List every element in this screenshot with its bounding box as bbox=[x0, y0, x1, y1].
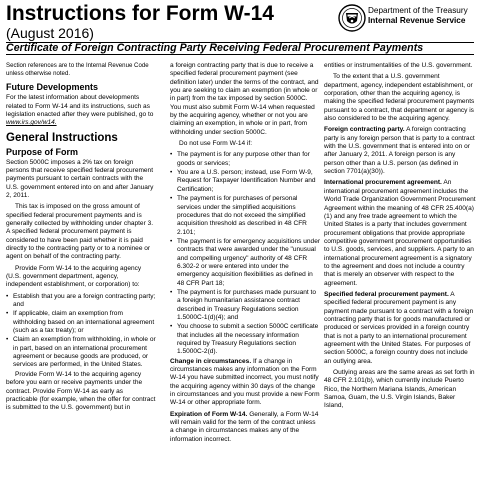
run-in-heading: International procurement agreement. bbox=[324, 179, 442, 187]
column-middle bbox=[170, 62, 320, 447]
change-in-circumstances-paragraph: Change in circumstances. If a change in circumstances makes any information on the Form W-14 you have submitted incorrect, you must notify the acquiring agency within 30 days of the change in circumstances and you must provide a new Form W-14 or other appropriate form. bbox=[170, 357, 320, 407]
body-paragraph: Do not use Form W-14 if: bbox=[179, 140, 253, 148]
column-left bbox=[6, 62, 156, 416]
bullet-item: • You are a U.S. person; instead, use Form W-9, Request for Taxpayer Identification Number and Certification; bbox=[170, 169, 320, 194]
expiration-paragraph: Expiration of Form W-14. Generally, a Form W-14 will remain valid for the term of the contract unless a change in circumstances makes any of the information incorrect. bbox=[170, 410, 319, 443]
purpose-paragraph: Provide Form W-14 to the acquiring agency (U.S. government department, agency, independent establishment, or corporation) to: bbox=[6, 264, 142, 289]
definition-specified-federal-procurement-payment: Specified federal procurement payment. A specified federal procurement payment is any payment made pursuant to a contract with a foreign contracting party that is for goods manufactured or produced or services provided in a foreign country that is not a party to an international procurement agreement with the United States. For purposes of section 5000C, a foreign country does not include an outlying area. bbox=[324, 290, 474, 365]
bullet-item: • The payment is for purchases made pursuant to a foreign humanitarian assistance contract described in Treasury Regulations section 1.5000C-1(d)(4); and bbox=[170, 289, 320, 322]
bullet-item: • The payment is for emergency acquisitions under contracts that were awarded under the "unusual and compelling urgency" authority of 48 CFR 6.302-2 or were entered into under the emergency acquisition flexibilities as defined in 48 CFR Part 18; bbox=[170, 238, 320, 288]
bullet-item: • If applicable, claim an exemption from withholding based on an international agreement (such as a tax treaty); or bbox=[6, 310, 156, 335]
agency-line-irs: Internal Revenue Service bbox=[368, 16, 466, 25]
purpose-paragraph: This tax is imposed on the gross amount of specified federal procurement payments and is generally collected by withholding under chapter 3. A specified federal procurement payment is considered to have been paid whether it is paid directly to the contracting party or to a nominee or agent on behalf of the contracting party. bbox=[6, 203, 154, 261]
agency-name bbox=[368, 6, 468, 26]
form-revision-date: (August 2016) bbox=[6, 25, 94, 41]
bullet-item: • Establish that you are a foreign contracting party; and bbox=[6, 293, 156, 310]
bullet-item: • Claim an exemption from withholding, in whole or in part, based on an international procurement agreement or because goods are produced, or services are performed, in the United States. bbox=[6, 336, 156, 369]
outlying-areas-paragraph: Outlying areas are the same areas as set forth in 48 CFR 2.101(b), which currently include Puerto Rico, the Northern Mariana Islands, American Samoa, Guam, the U.S. Virgin Islands, Baker Island, bbox=[324, 369, 475, 410]
irs-w14-link[interactable]: www.irs.gov/w14. bbox=[6, 119, 57, 127]
body-paragraph: To the extent that a U.S. government department, agency, independent establishment, or corporation, other than the acquiring agency, is making the specified federal procurement payments pursuant to a contract, that department or agency is also considered to be the acquiring agency. bbox=[324, 73, 475, 123]
run-in-heading: Specified federal procurement payment. bbox=[324, 290, 449, 298]
heading-general-instructions: General Instructions bbox=[6, 131, 118, 144]
definition-foreign-contracting-party: Foreign contracting party. A foreign contracting party is any foreign person that is party to a contract with the U.S. government that is entered into on or after January 2, 2011. A foreign person is any person other than a U.S. person (as defined in section 7701(a)(30)). bbox=[324, 126, 475, 176]
heading-future-developments: Future Developments bbox=[6, 82, 99, 93]
purpose-paragraph: Provide Form W-14 to the acquiring agency before you earn or receive payments under the contract. Provide Form W-14 as early as practicable (for example, when the offer for contract is submitted to the U.S. government) but in bbox=[6, 370, 156, 412]
run-in-heading: Foreign contracting party. bbox=[324, 126, 405, 134]
treasury-seal-icon bbox=[338, 4, 366, 32]
agency-line-department: Department of the Treasury bbox=[368, 6, 468, 15]
certificate-title: Certificate of Foreign Contracting Party Receiving Federal Procurement Payments bbox=[6, 42, 424, 54]
heading-purpose-of-form: Purpose of Form bbox=[6, 146, 79, 157]
future-developments-text: For the latest information about developments related to Form W-14 and its instructions, such as legislation enacted after they were published, go to www.irs.gov/w14. bbox=[6, 94, 154, 127]
bullet-item: • The payment is for any purpose other than for goods or services; bbox=[170, 151, 320, 168]
form-title: Instructions for Form W-14 bbox=[6, 2, 274, 25]
body-paragraph: a foreign contracting party that is due to receive a specified federal procurement payment (see definition later) under the terms of the contract, and you are seeking to claim an exemption (in whole or in part) from the tax imposed by section 5000C. You must also submit Form W-14 when requested by the acquiring agency, whether or not you are claiming an exemption, in whole or in part, from withholding under section 5000C. bbox=[170, 62, 319, 136]
bullet-item: • You choose to submit a section 5000C certificate that includes all the necessary information required by Treasury Regulations section 1.5000C-2(d). bbox=[170, 323, 320, 356]
body-paragraph: entities or instrumentalities of the U.S. government. bbox=[324, 62, 473, 69]
column-right bbox=[324, 62, 476, 414]
header-rule-bottom bbox=[6, 54, 474, 55]
bullet-item: • The payment is for purchases of personal services under the simplified acquisitions procedures that do not exceed the simplified acquisition threshold as described in 48 CFR 2.101; bbox=[170, 195, 320, 237]
purpose-paragraph: Section 5000C imposes a 2% tax on foreign persons that receive specified federal procurement payments pursuant to certain contracts with the U.S. government entered into on and after January 2, 2011. bbox=[6, 158, 154, 199]
definition-international-procurement-agreement: International procurement agreement. An international procurement agreement includes the World Trade Organization Government Procurement Agreement within the meaning of 48 CFR 25.400(a)(1) and any free trade agreement to which the United States is a party that includes government procurement obligations that provide appropriate competitive government procurement opportunities to U.S. goods, services, and suppliers. A party to an international procurement agreement is a signatory to the agreement and does not include a country that is merely an observer with respect to the agreement. bbox=[324, 179, 476, 287]
section-reference-note: Section references are to the Internal Revenue Code unless otherwise noted. bbox=[6, 62, 149, 77]
run-in-heading: Expiration of Form W-14. bbox=[170, 410, 248, 418]
run-in-heading: Change in circumstances. bbox=[170, 357, 252, 365]
